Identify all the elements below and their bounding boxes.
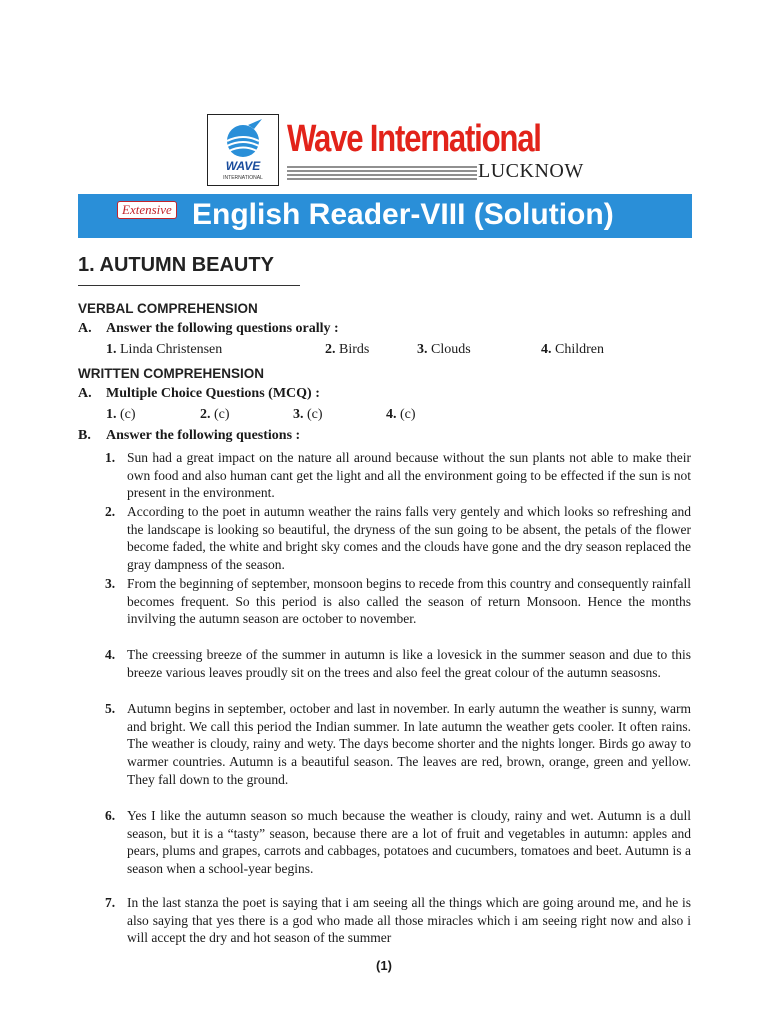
written-heading: WRITTEN COMPREHENSION bbox=[78, 366, 265, 381]
answer-number: 4. bbox=[541, 342, 552, 357]
book-title: English Reader-VIII (Solution) bbox=[192, 198, 614, 231]
question-letter: A. bbox=[78, 321, 92, 336]
logo-text: WAVE bbox=[225, 159, 261, 173]
question-letter: A. bbox=[78, 386, 92, 401]
page-number: (1) bbox=[376, 958, 392, 973]
item-text: Yes I like the autumn season so much because the weather is cloudy, rainy and wet. Autumn is a dull season, but it is a “tasty” season, because there are a lot of fruit and vegetables in autumn: apples and pears, plums and grapes, carrots and cabbages, potatoes and cucumbers, tomatoes and beet. Autumn is a season when a school-year begins. bbox=[127, 808, 691, 877]
verbal-answer-3 bbox=[417, 342, 471, 358]
verbal-answer-4 bbox=[541, 342, 604, 358]
answer-number: 2. bbox=[200, 407, 211, 422]
answer-text: Birds bbox=[339, 342, 370, 357]
question-letter: B. bbox=[78, 428, 91, 443]
answer-number: 4. bbox=[386, 407, 397, 422]
written-question-a bbox=[78, 386, 320, 402]
item-number: 6. bbox=[105, 808, 116, 823]
answer-number: 1. bbox=[106, 342, 117, 357]
item-text: Autumn begins in september, october and last in november. In early autumn the weather is sunny, warm and bright. We call this period the Indian summer. In late autumn the weather gets cooler. It often rains. The weather is cloudy, rainy and wety. The days become shorter and the nights longer. Birds go away to warmer countries. Autumn is a beautiful season. The leaves are red, brown, orange, green and yellow. They fall down to the ground. bbox=[127, 701, 691, 787]
mcq-answer-3 bbox=[293, 407, 323, 423]
item-number: 7. bbox=[105, 895, 116, 910]
answer-text: (c) bbox=[120, 407, 136, 422]
question-text: Answer the following questions : bbox=[106, 428, 301, 443]
answer-item-2 bbox=[105, 503, 691, 574]
chapter-underline bbox=[78, 285, 300, 286]
answer-item-1 bbox=[105, 449, 691, 502]
answer-text: (c) bbox=[307, 407, 323, 422]
answer-text: Clouds bbox=[431, 342, 471, 357]
chapter-title: 1. AUTUMN BEAUTY bbox=[78, 254, 274, 276]
wave-logo-icon bbox=[208, 115, 278, 185]
item-text: According to the poet in autumn weather the rains falls very gentely and which looks so refreshing and the landscape is looking so beautiful, the dryness of the sun going to be absent, the petals of the flower become faded, the white and bright sky comes and the clouds have gone and the dry season replaced the gray dampness of the season. bbox=[127, 504, 691, 573]
item-number: 3. bbox=[105, 576, 116, 591]
verbal-heading: VERBAL COMPREHENSION bbox=[78, 301, 258, 316]
verbal-question-a bbox=[78, 321, 339, 337]
answer-number: 1. bbox=[106, 407, 117, 422]
question-text: Answer the following questions orally : bbox=[106, 321, 339, 336]
item-text: In the last stanza the poet is saying that i am seeing all the things which are going around me, and he is also saying that yes there is a god who made all those miracles which i am seeing right now and also i will accept the dry and hot season of the summer bbox=[127, 895, 691, 946]
answer-text: Children bbox=[555, 342, 604, 357]
answer-number: 2. bbox=[325, 342, 336, 357]
item-number: 4. bbox=[105, 647, 116, 662]
mcq-answer-2 bbox=[200, 407, 230, 423]
extensive-badge: Extensive bbox=[117, 201, 177, 219]
verbal-answer-1 bbox=[106, 342, 222, 358]
question-text: Multiple Choice Questions (MCQ) : bbox=[106, 386, 320, 401]
answer-text: (c) bbox=[214, 407, 230, 422]
answer-text: Linda Christensen bbox=[120, 342, 223, 357]
answer-item-5 bbox=[105, 700, 691, 789]
brand-location: LUCKNOW bbox=[478, 160, 584, 182]
answer-text: (c) bbox=[400, 407, 416, 422]
answer-item-7 bbox=[105, 894, 691, 947]
answer-item-6 bbox=[105, 807, 691, 878]
item-text: Sun had a great impact on the nature all around because without the sun plants not able to make their own food and also human cant get the light and all the environment going to be effected if the sun is not present in the environment. bbox=[127, 450, 691, 501]
answer-number: 3. bbox=[293, 407, 304, 422]
brand-title: Wave International bbox=[287, 118, 541, 160]
written-question-b bbox=[78, 428, 300, 444]
item-number: 1. bbox=[105, 450, 116, 465]
mcq-answer-1 bbox=[106, 407, 136, 423]
logo-subtext: INTERNATIONAL bbox=[223, 175, 263, 181]
answer-number: 3. bbox=[417, 342, 428, 357]
mcq-answer-4 bbox=[386, 407, 416, 423]
answer-item-3 bbox=[105, 575, 691, 628]
item-text: The creessing breeze of the summer in autumn is like a lovesick in the summer season and due to this breeze various leaves proudly sit on the trees and also feel the great colour of the autumn seasosns. bbox=[127, 647, 691, 680]
item-number: 2. bbox=[105, 504, 116, 519]
verbal-answer-2 bbox=[325, 342, 369, 358]
item-text: From the beginning of september, monsoon begins to recede from this country and consequently rainfall becomes frequent. So this period is also called the season of return Monsoon. Hence the months invilving the autumn season are october to november. bbox=[127, 576, 691, 627]
wave-logo bbox=[207, 114, 279, 186]
answer-item-4 bbox=[105, 646, 691, 681]
brand-decorative-lines bbox=[287, 163, 477, 185]
item-number: 5. bbox=[105, 701, 116, 716]
